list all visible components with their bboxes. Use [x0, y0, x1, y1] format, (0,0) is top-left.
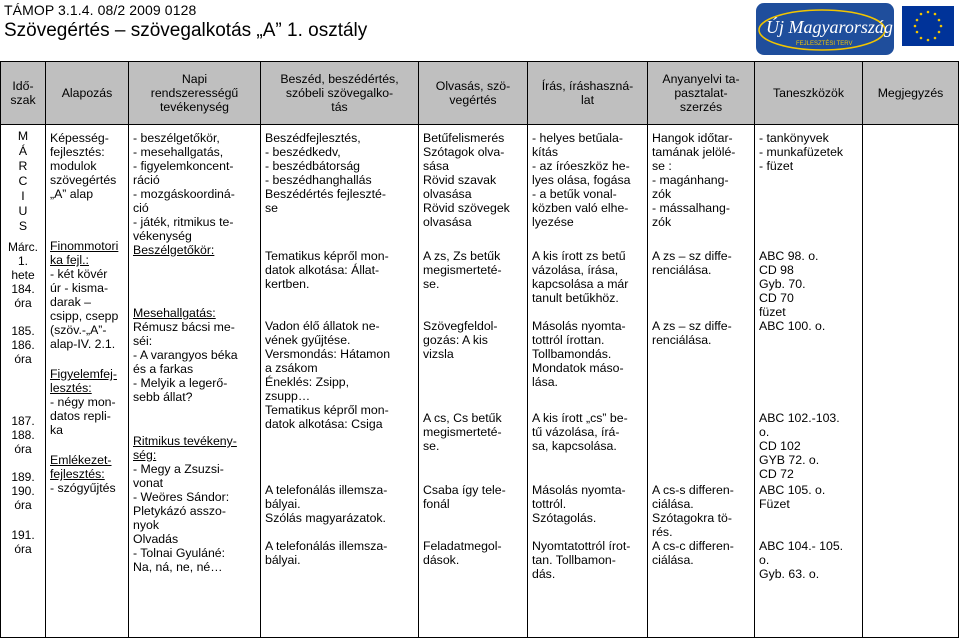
speech-cell	[261, 125, 419, 638]
notes-cell	[863, 125, 959, 638]
writing-week-1: A kis írott zs betű vázolása, írása, kapcsolása a már tanult betűkhöz.	[532, 249, 629, 305]
daily-activities: - beszélgetőkör, - mesehallgatás, - figyelemkoncent- ráció - mozgáskoordiná- ció - játék, ritmikus te- vékenység	[133, 131, 235, 243]
period-hours-185: 185. 186. óra	[11, 324, 35, 366]
logo-subtext: FEJLESZTÉSI TERV	[796, 41, 853, 47]
writing-hours-191: Nyomtatottról írot- tan. Tollbamon- dás.	[532, 539, 631, 581]
writing-skills: - helyes betűala- kítás - az íróeszköz he- lyes olása, fogása - a betűk vonal- közben való elhe- lyezése	[532, 131, 631, 229]
tools-week-1: ABC 98. o. CD 98 Gyb. 70. CD 70 füzet	[759, 249, 819, 319]
memory-title: Emlékezet- fejlesztés:	[50, 453, 112, 481]
col-header-tools: Taneszközök	[755, 62, 863, 125]
reading-hours-185: Szövegfeldol- gozás: A kis vizsla	[423, 319, 498, 361]
language-cell	[648, 125, 755, 638]
program-code: TÁMOP 3.1.4. 08/2 2009 0128	[4, 2, 197, 18]
story-listening-body: Rémusz bácsi me- séi: - A varangyos béka és a farkas - Melyik a legerő- sebb állat?	[133, 320, 238, 404]
writing-hours-185: Másolás nyomta- tottról írottan. Tollbamondás. Mondatok máso- lása.	[532, 319, 626, 389]
month-letter: U	[18, 204, 28, 218]
col-header-language: Anyanyelvi ta- pasztalat- szerzés	[648, 62, 755, 125]
period-week-1: Márc. 1. hete 184. óra	[8, 240, 38, 310]
language-experience: Hangok időtar- tamának jelölé- se : - magánhang- zók - mássalhang- zók	[652, 131, 736, 229]
reading-skills: Betűfelismerés Szótagok olva- sása Rövid szavak olvasása Rövid szövegek olvasása	[423, 131, 510, 229]
speech-hours-191: A telefonálás illemsza- bályai.	[265, 539, 388, 567]
speech-development: Beszédfejlesztés, - beszédkedv, - beszédbátorság - beszédhanghallás Beszédértés fejleszté- se	[265, 131, 386, 215]
col-header-notes: Megjegyzés	[863, 62, 959, 125]
conversation-circle-title: Beszélgetőkör:	[133, 243, 215, 257]
month-letters	[1, 129, 45, 240]
reading-cell	[419, 125, 528, 638]
writing-hours-189: Másolás nyomta- tottról. Szótagolás.	[532, 483, 626, 525]
daily-activity-cell	[129, 125, 261, 638]
month-letter: Á	[18, 144, 28, 158]
foundation-cell	[46, 125, 129, 638]
rhythm-activity-body: - Megy a Zsuzsi- vonat - Weöres Sándor: Pletykázó asszo- nyok Olvadás - Tolnai Gyuláné: Na, ná, ne, né…	[133, 462, 230, 574]
rhythm-activity-title: Ritmikus tevékeny- ség:	[133, 434, 237, 462]
language-week-1: A zs – sz diffe- renciálása.	[652, 249, 732, 277]
document-header	[4, 2, 367, 43]
attention-title: Figyelemfej- lesztés:	[50, 367, 117, 395]
reading-hours-187: A cs, Cs betűk megismerteté- se.	[423, 411, 502, 453]
period-cell	[1, 125, 46, 638]
fine-motor-title: Finommotori ka fejl.:	[50, 239, 119, 267]
attention-body: - négy mon- datos repli- ka	[50, 395, 116, 437]
month-letter: M	[17, 129, 29, 143]
fine-motor-body: - két kövér úr - kisma- darak – csipp, csepp (szöv.-„A”- alap-IV. 2.1.	[50, 267, 119, 351]
table-row	[1, 125, 959, 638]
tools-hours-191: ABC 104.- 105. o. Gyb. 63. o.	[759, 539, 844, 581]
col-header-writing: Írás, íráshaszná- lat	[528, 62, 648, 125]
month-letter: I	[21, 189, 25, 203]
tools-hours-185: ABC 100. o.	[759, 319, 826, 333]
col-header-foundation: Alapozás	[46, 62, 129, 125]
month-letter: S	[18, 219, 28, 233]
reading-week-1: A zs, Zs betűk megismerteté- se.	[423, 249, 502, 291]
story-listening-title: Mesehallgatás:	[133, 306, 216, 320]
page-title: Szövegértés – szövegalkotás „A” 1. osztály	[4, 20, 368, 41]
col-header-period: Idő- szak	[1, 62, 46, 125]
language-hours-191: A cs-c differen- ciálása.	[652, 539, 734, 567]
writing-cell	[528, 125, 648, 638]
skills-modules: Képesség- fejlesztés: modulok szövegértés „A” alap	[50, 131, 117, 201]
period-hours-191: 191. óra	[11, 528, 35, 556]
reading-hours-189: Csaba így tele- fonál	[423, 483, 506, 511]
speech-week-1: Tematikus képről mon- datok alkotása: Állat- kertben.	[265, 249, 389, 291]
language-hours-185: A zs – sz diffe- renciálása.	[652, 319, 732, 347]
language-hours-189: A cs-s differen- ciálása. Szótagokra tö- rés.	[652, 483, 734, 539]
writing-hours-187: A kis írott „cs” be- tű vázolása, írá- sa, kapcsolása.	[532, 411, 628, 453]
new-hungary-logo	[752, 0, 958, 58]
tools-hours-187: ABC 102.-103. o. CD 102 GYB 72. o. CD 72	[759, 411, 840, 481]
col-header-speech: Beszéd, beszédértés, szóbeli szövegalko- tás	[261, 62, 419, 125]
reading-hours-191: Feladatmegol- dások.	[423, 539, 502, 567]
speech-hours-185: Vadon élő állatok ne- vének gyűjtése. Versmondás: Hátamon a zsákom Éneklés: Zsipp, zsupp… Tematikus képről mon- datok alkotása: Csiga	[265, 319, 391, 431]
month-letter: C	[18, 174, 28, 188]
col-header-daily-activity: Napi rendszerességű tevékenység	[129, 62, 261, 125]
tools-cell	[755, 125, 863, 638]
col-header-reading: Olvasás, szö- vegértés	[419, 62, 528, 125]
logo-text: Új Magyarország	[766, 17, 893, 37]
month-letter: R	[18, 159, 28, 173]
header-row	[1, 62, 959, 125]
tools-hours-189: ABC 105. o. Füzet	[759, 483, 826, 511]
memory-body: - szógyűjtés	[50, 481, 116, 495]
speech-hours-189: A telefonálás illemsza- bályai. Szólás magyarázatok.	[265, 483, 388, 525]
period-hours-187: 187. 188. óra	[11, 414, 35, 456]
period-hours-189: 189. 190. óra	[11, 470, 35, 512]
tools-general: - tankönyvek - munkafüzetek - füzet	[759, 131, 844, 173]
curriculum-table	[0, 61, 959, 638]
